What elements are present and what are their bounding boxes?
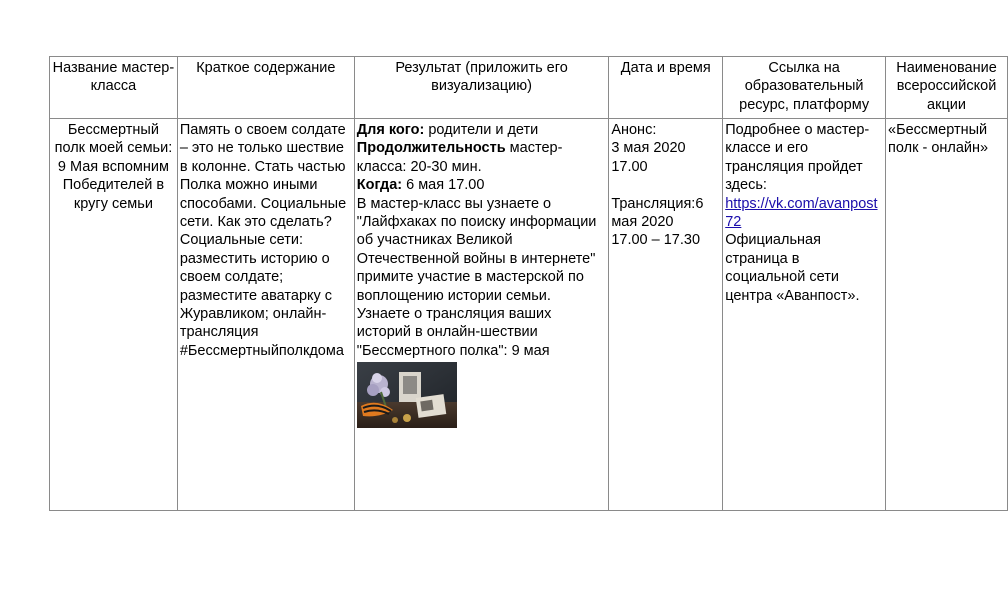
campaign-name: «Бессмертный полк - онлайн» — [888, 122, 989, 157]
announce-date: 3 мая 2020 — [611, 140, 686, 157]
cell-name — [50, 119, 178, 511]
cell-link — [723, 119, 886, 511]
link-outro: Официальная страница в социальной сети центра «Аванпост». — [725, 232, 860, 304]
header-campaign: Наименование всероссийской акции — [886, 57, 1008, 119]
result-visualization-image — [357, 362, 457, 428]
result-when: Когда: 6 мая 17.00 — [356, 177, 485, 194]
spacer — [611, 176, 720, 194]
masterclass-table — [49, 56, 1008, 511]
announce-time: 17.00 — [611, 158, 648, 175]
result-learn-text: В мастер-класс вы узнаете о "Лайфхаках по поиску информации об участниках Великой Отечественной войны в интернете" примите участие в мастерской по воплощению истории семьи. — [356, 195, 597, 304]
table-row — [50, 119, 1008, 511]
announce-label: Анонс: — [611, 122, 657, 138]
cell-result — [354, 119, 609, 511]
header-link: Ссылка на образовательный ресурс, платформу — [723, 57, 886, 119]
header-row — [50, 57, 1008, 119]
result-audience: Для кого: родители и дети — [356, 122, 539, 138]
cell-datetime — [609, 119, 723, 511]
masterclass-name: Бессмертный полк моей семьи: 9 Мая вспомним Победителей в кругу семьи — [54, 122, 173, 212]
stream-time: 17.00 – 17.30 — [611, 232, 701, 249]
header-summary: Краткое содержание — [177, 57, 354, 119]
masterclass-summary: Память о своем солдате – это не только шествие в колонне. Стать частью Полка можно иными способами. Социальные сети. Как это сделать? Социальные сети: разместить историю о своем солдате; разместите аватарку с Журавликом; онлайн-трансляция #Бессмертныйполкдома — [179, 122, 347, 359]
header-datetime: Дата и время — [609, 57, 723, 119]
header-name: Название мастер-класса — [50, 57, 178, 119]
result-stream-text: Узнаете о трансляция ваших историй в онлайн-шествии "Бессмертного полка": 9 мая — [356, 306, 552, 359]
cell-campaign — [886, 119, 1008, 511]
result-duration: Продолжительность мастер-класса: 20-30 мин. — [356, 140, 563, 175]
cell-summary — [177, 119, 354, 511]
vk-link[interactable]: https://vk.com/avanpost72 — [725, 195, 878, 231]
link-intro: Подробнее о мастер-классе и его трансляция пройдет здесь: — [725, 122, 870, 194]
header-result: Результат (приложить его визуализацию) — [354, 57, 609, 119]
stream-label: Трансляция:6 мая 2020 — [611, 195, 704, 231]
